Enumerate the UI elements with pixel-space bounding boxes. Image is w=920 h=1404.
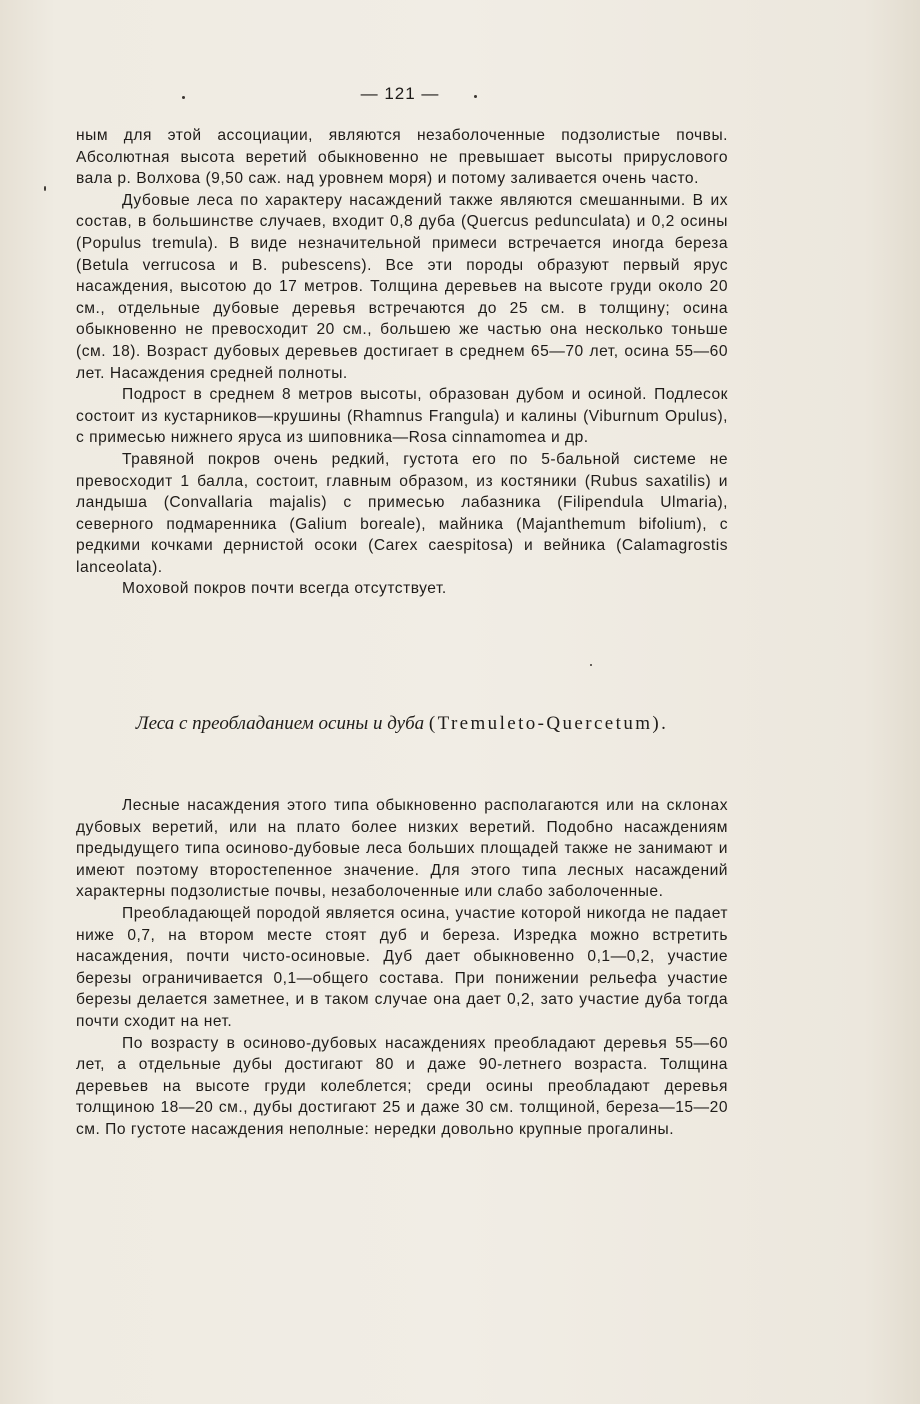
paragraph: Дубовые леса по характеру насаждений также являются смешанными. В их состав, в большинстве случаев, входит 0,8 дуба (Quercus pedunculata) и 0,2 осины (Populus tremula). В виде незначительной примеси встречается иногда береза (Betula verrucosa и B. pubescens). Все эти породы образуют первый ярус насаждения, высотою до 17 метров. Толщина деревьев на высоте груди около 20 см., отдельные дубовые деревья встречаются до 25 см. в толщину; осина обыкновенно не превосходит 20 см., большею же частью она несколько тоньше (см. 18). Возраст дубовых деревьев достигает в среднем 65—70 лет, осина 55—60 лет. Насаждения средней полноты. (76, 191, 728, 382)
section-aspen-oak-forests (76, 795, 728, 1141)
paragraph: Преобладающей породой является осина, участие которой никогда не падает ниже 0,7, на втором месте стоят дуб и береза. Изредка можно встретить насаждения, почти чисто-осиновые. Дуб дает обыкновенно 0,1—0,2, участие березы ограничивается 0,1—общего состава. При понижении рельефа участие березы делается заметнее, и в таком случае она дает 0,2, зато участие дуба тогда почти сходит на нет. (76, 904, 728, 1030)
page-number: — 121 — (360, 84, 440, 103)
heading-russian: Леса с преобладанием осины и дуба (135, 713, 425, 734)
heading-latin: (Tremuleto-Quercetum). (428, 713, 669, 734)
paragraph: ным для этой ассоциации, являются незаболоченные подзолистые почвы. Абсолютная высота веретий обыкновенно не превышает высоты прируслового вала р. Волхова (9,50 саж. над уровнем моря) и потому заливается очень часто. (76, 127, 728, 188)
section-heading (96, 710, 708, 737)
paragraph: Моховой покров почти всегда отсутствует. (122, 580, 447, 598)
paragraph: Лесные насаждения этого типа обыкновенно располагаются или на склонах дубовых веретий, или на плато более низких веретий. Подобно насаждениям предыдущего типа осиново-дубовые леса больших площадей также не занимают и имеют поэтому второстепенное значение. Для этого типа лесных насаждений характерны подзолистые почвы, незаболоченные или слабо заболоченные. (76, 797, 728, 901)
section-oak-forests (76, 125, 728, 600)
paragraph: Травяной покров очень редкий, густота его по 5-бальной системе не превосходит 1 балла, состоит, главным образом, из костяники (Rubus saxatilis) и ландыша (Convallaria majalis) с примесью лабазника (Filipendula Ulmaria), северного подмаренника (Galium boreale), майника (Majanthemum bifolium), с редкими кочками дернистой осоки (Carex caespitosa) и вейника (Calamagrostis lanceolata). (76, 450, 728, 576)
paragraph: По возрасту в осиново-дубовых насаждениях преобладают деревья 55—60 лет, а отдельные дубы достигают 80 и даже 90-летнего возраста. Толщина деревьев на высоте груди колеблется; среди осины преобладают деревья толщиною 18—20 см., дубы достигают 25 и даже 30 см. толщиной, береза—15—20 см. По густоте насаждения неполные: нередки довольно крупные прогалины. (76, 1034, 728, 1138)
paragraph: Подрост в среднем 8 метров высоты, образован дубом и осиной. Подлесок состоит из кустарников—крушины (Rhamnus Frangula) и калины (Viburnum Opulus), с примесью нижнего яруса из шиповника—Rosa cinnamomea и др. (76, 386, 728, 447)
